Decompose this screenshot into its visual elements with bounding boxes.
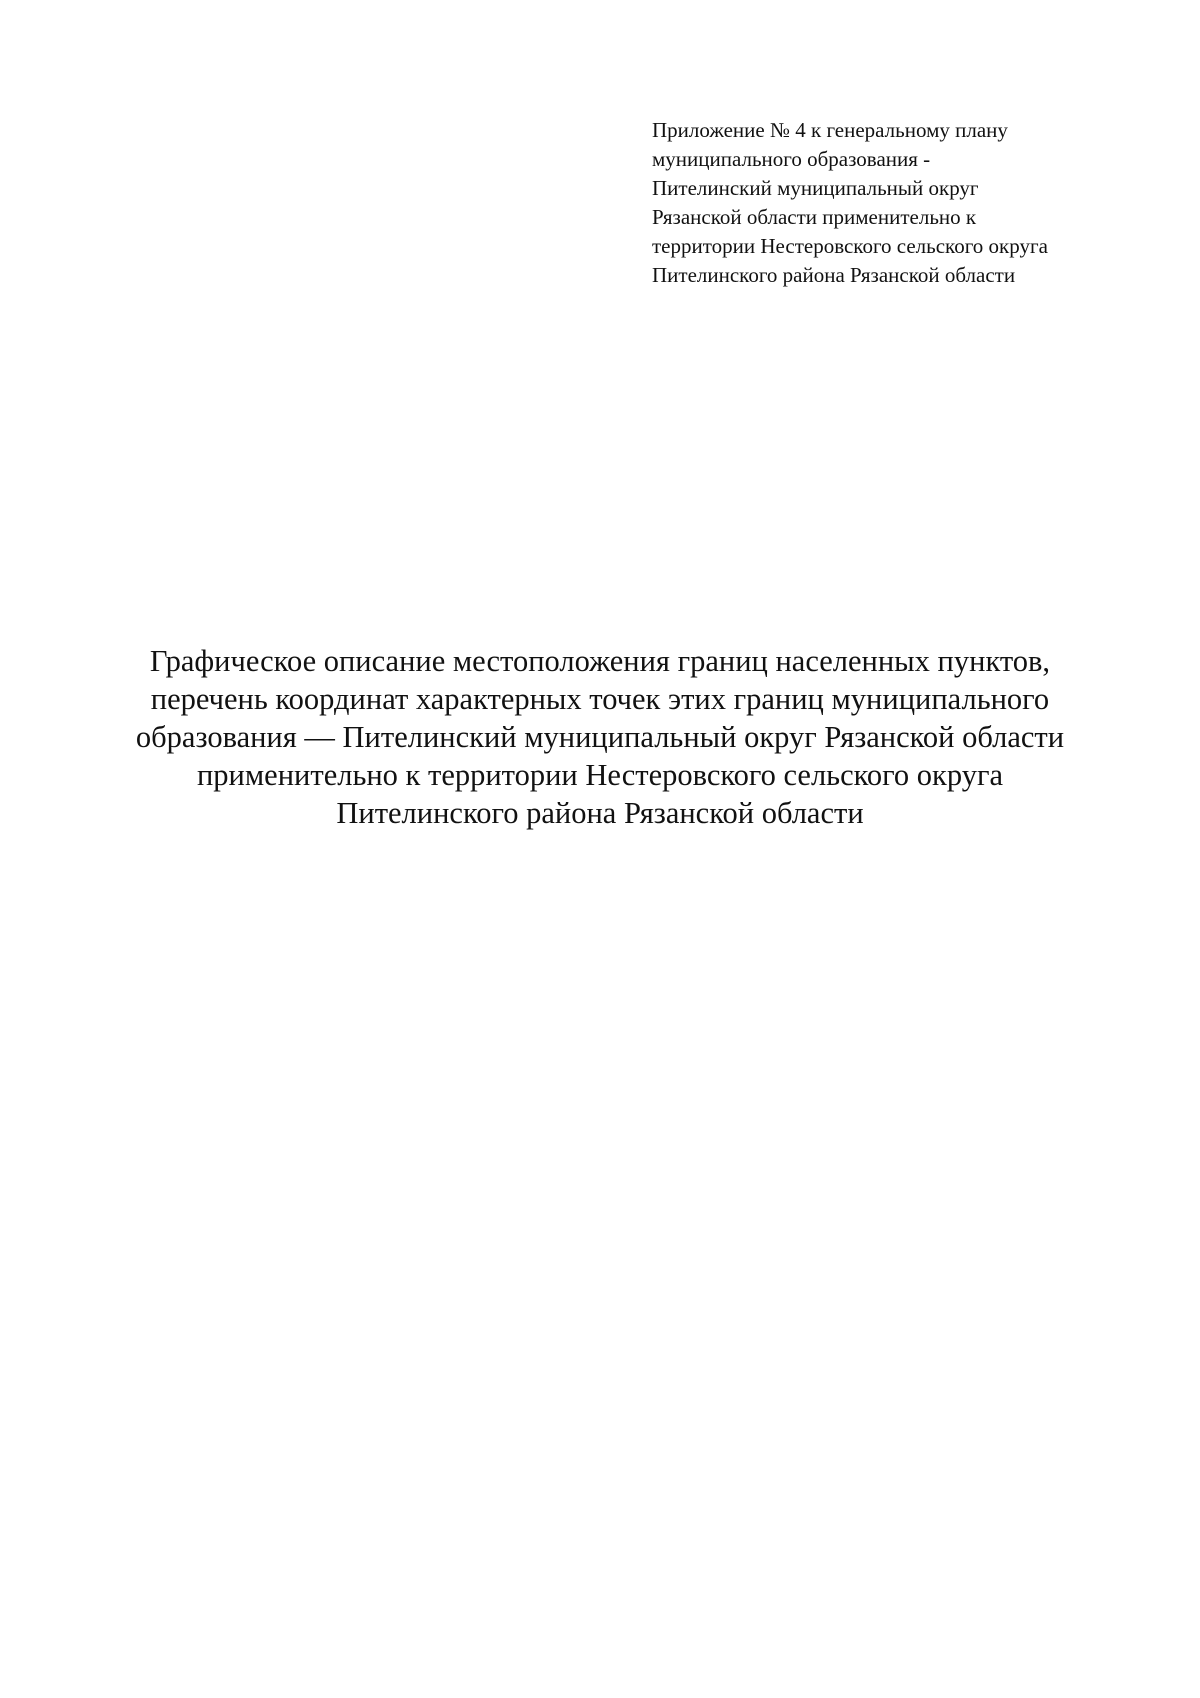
document-title-line: Графическое описание местоположения границ населенных пунктов, [149,644,1051,678]
appendix-note-line: Рязанской области применительно к [652,205,977,229]
appendix-note [652,116,1172,290]
appendix-note-line: территории Нестеровского сельского округа [652,234,1048,258]
appendix-note-line: Пителинского района Рязанской области [652,263,1016,287]
document-title-line: Пителинского района Рязанской области [336,796,864,830]
document-title-line: перечень координат характерных точек этих границ муниципального [150,682,1050,716]
document-title-line: применительно к территории Нестеровского сельского округа [196,758,1003,792]
appendix-note-line: муниципального образования - [652,147,931,171]
document-title [100,642,1100,832]
document-title-line: образования — Пителинский муниципальный округ Рязанской области [135,720,1065,754]
appendix-note-line: Приложение № 4 к генеральному плану [652,118,1008,142]
appendix-note-line: Пителинский муниципальный округ [652,176,979,200]
